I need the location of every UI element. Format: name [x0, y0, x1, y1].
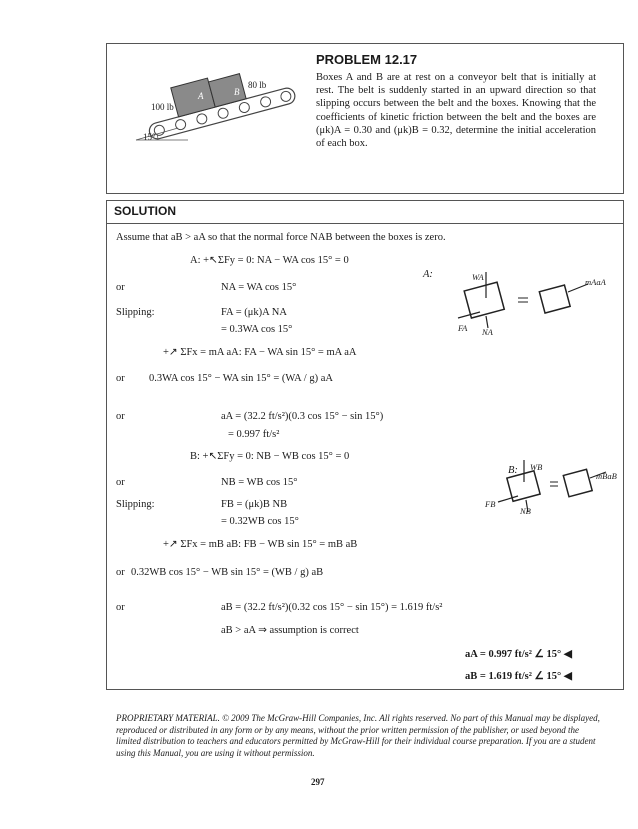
label-slipping: Slipping: — [116, 307, 155, 318]
eq-ab: aB = (32.2 ft/s²)(0.32 cos 15° − sin 15°) = 1.619 ft/s² — [221, 602, 443, 613]
eq-b-motion: 0.32WB cos 15° − WB sin 15° = (WB / g) aB — [131, 567, 324, 578]
eq-fa-value: = 0.3WA cos 15° — [221, 324, 293, 335]
eq-b-sum-fy: B: +↖ΣFy = 0: NB − WB cos 15° = 0 — [190, 451, 350, 462]
fbd-b-diagram — [482, 458, 622, 518]
eq-a-sum-fx: +↗ ΣFx = mA aA: FA − WA sin 15° = mA aA — [163, 347, 357, 358]
weight-label-b: 80 lb — [248, 80, 267, 90]
eq-fb: FB = (μk)B NB — [221, 499, 288, 510]
fbd-b-weight: WB — [530, 462, 543, 472]
label-or: or — [116, 373, 125, 384]
problem-statement: Boxes A and B are at rest on a conveyor belt that is initially at rest. The belt is suddenly started in an upward direction so that slipping occurs between the belt and the boxes. Knowing that the coefficients of kinetic friction between the belt and the boxes are (μk)A = 0.30 and (μk)B = 0.32, determine the initial acceleration of each box. — [316, 72, 596, 150]
fbd-b-label: B: — [508, 465, 518, 476]
eq-na: NA = WA cos 15° — [221, 282, 297, 293]
label-slipping: Slipping: — [116, 499, 155, 510]
fbd-a-friction: FA — [458, 323, 468, 333]
fbd-b-inertia: mBaB — [596, 471, 617, 481]
page-number: 297 — [311, 777, 325, 787]
answer-ab: aB = 1.619 ft/s² ∠ 15° ◀ — [465, 671, 572, 682]
eq-a-motion: 0.3WA cos 15° − WA sin 15° = (WA / g) aA — [149, 373, 333, 384]
assumption-check: aB > aA ⇒ assumption is correct — [221, 625, 359, 636]
angle-label: 15° — [143, 132, 156, 142]
label-or: or — [116, 567, 125, 578]
problem-title: PROBLEM 12.17 — [316, 52, 418, 67]
eq-fb-value: = 0.32WB cos 15° — [221, 516, 299, 527]
assumption-text: Assume that aB > aA so that the normal force NAB between the boxes is zero. — [116, 232, 446, 243]
fbd-a-inertia: mAaA — [585, 277, 606, 287]
solution-title: SOLUTION — [114, 204, 176, 218]
solution-header-bar — [107, 201, 623, 224]
label-or: or — [116, 477, 125, 488]
eq-nb: NB = WB cos 15° — [221, 477, 298, 488]
label-or: or — [116, 282, 125, 293]
fbd-a-label: A: — [423, 269, 433, 280]
fbd-a-weight: WA — [472, 272, 484, 282]
fbd-b-normal: NB — [520, 506, 531, 516]
copyright-notice: PROPRIETARY MATERIAL. © 2009 The McGraw-Hill Companies, Inc. All rights reserved. No part of this Manual may be displayed, reproduced or distributed in any form or by any means, without the prior written permission of the publisher, or used beyond the limited distribution to teachers and educators permitted by McGraw-Hill for their individual course preparation. If you are a student using this Manual, you are using it without permission. — [116, 713, 600, 758]
eq-b-sum-fx: +↗ ΣFx = mB aB: FB − WB sin 15° = mB aB — [163, 539, 358, 550]
eq-a-sum-fy: A: +↖ΣFy = 0: NA − WA cos 15° = 0 — [190, 255, 349, 266]
fbd-b-friction: FB — [485, 499, 496, 509]
fbd-a-normal: NA — [482, 327, 493, 337]
box-label-b: B — [234, 87, 240, 97]
box-label-a: A — [198, 91, 204, 101]
label-or: or — [116, 602, 125, 613]
answer-aa: aA = 0.997 ft/s² ∠ 15° ◀ — [465, 649, 572, 660]
eq-aa: aA = (32.2 ft/s²)(0.3 cos 15° − sin 15°) — [221, 411, 384, 422]
weight-label-a: 100 lb — [151, 102, 174, 112]
eq-fa: FA = (μk)A NA — [221, 307, 287, 318]
label-or: or — [116, 411, 125, 422]
eq-aa-value: = 0.997 ft/s² — [228, 429, 280, 440]
